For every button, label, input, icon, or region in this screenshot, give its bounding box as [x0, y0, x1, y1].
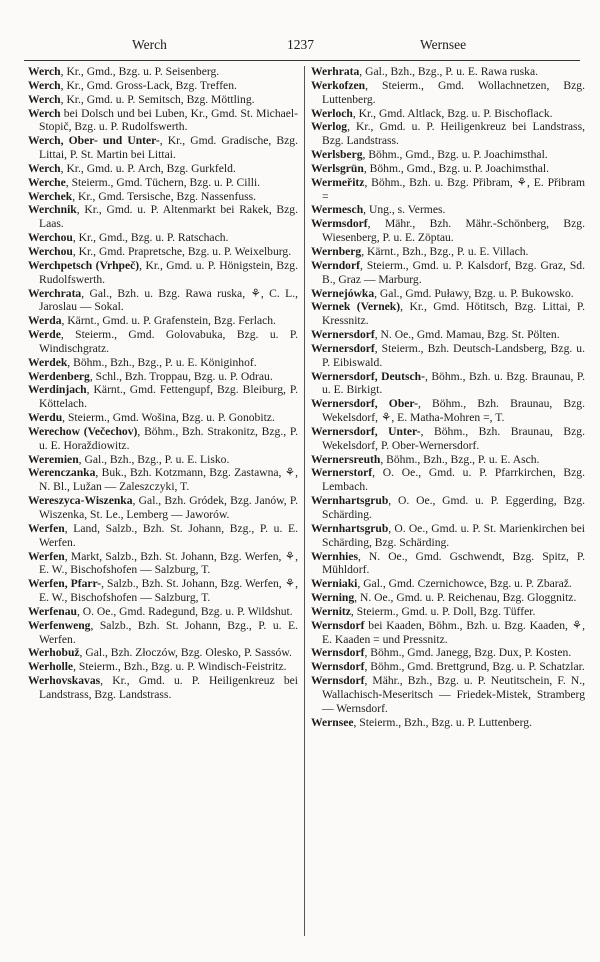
entry	[28, 190, 298, 204]
entry-body: , Kr., Gmd., Bzg. u. P. Seisenberg.	[60, 65, 220, 78]
header-rule	[24, 60, 580, 61]
entry-body: , Markt, Salzb., Bzh. St. Johann, Bzg. Werfen, ⚘, E. W., Bischofshofen — Salzburg, T.	[39, 549, 298, 577]
entry-head: Werchpetsch (Vrhpeč)	[28, 258, 140, 272]
entry-head: Werch, Ober- und Unter-	[28, 134, 160, 148]
entry-head: Werholle	[28, 660, 74, 674]
entry-head: Werde	[28, 328, 61, 342]
entry-head: Werenczanka	[28, 466, 96, 480]
entry	[311, 65, 585, 79]
entry	[311, 646, 585, 660]
entry	[311, 619, 585, 647]
entry-head: Werfen	[28, 549, 65, 563]
entry-head: Wernhartsgrub	[311, 521, 389, 535]
entry-head: Wernhies	[311, 549, 359, 563]
entry-head: Werchou	[28, 244, 73, 258]
entry-head: Werch	[28, 92, 61, 106]
entry	[311, 674, 585, 716]
entry	[28, 453, 298, 467]
entry-body: , N. Oe., Gmd. u. P. Reichenau, Bzg. Gloggnitz.	[354, 591, 577, 605]
entry	[28, 65, 298, 79]
entry-body: , Böhm., Bzh., Bzg., P. u. E. Asch.	[380, 452, 540, 466]
entry-body: , Kärnt., Gmd. Fettengupf, Bzg. Bleiburg, P. Köttelach.	[39, 383, 298, 411]
entry-body: , Steierm., Gmd. Golovabuka, Bzg. u. P. Windischgratz.	[39, 328, 298, 355]
entry-body: , Salzb., Bzh. St. Johann, Bzg. Werfen, ⚘, E. W., Bischofshofen — Salzburg, T.	[39, 577, 298, 605]
entry-body: , Kr., Gmd. Tersische, Bzg. Nassenfuss.	[72, 189, 257, 203]
entry-head: Werch	[28, 78, 61, 92]
entry-head: Werhovskavas	[28, 674, 101, 688]
entry-body: , Kr., Gmd. Hötitsch, Bzg. Littai, P. Kressnitz.	[322, 300, 585, 328]
entry	[311, 370, 585, 398]
entry-body: , Steierm., Gmd. u. P. Doll, Bzg. Tüffer.	[350, 604, 536, 618]
entry-head: Werdu	[28, 411, 63, 425]
entry-body: , Kr., Gmd. Prapretsche, Bzg. u. P. Weixelburg.	[72, 244, 292, 258]
entry-body: , Steierm., Bzh., Bzg. u. P. Windisch-Feistritz.	[73, 660, 287, 674]
entry	[28, 176, 298, 190]
entry-body: , Böhm., Bzh. u. Bzg. Přibram, ⚘, E. Přibram =	[322, 175, 585, 203]
entry	[311, 287, 585, 301]
entry	[311, 453, 585, 467]
entry	[28, 231, 298, 245]
entry	[311, 591, 585, 605]
entry-body: , Ung., s. Vermes.	[363, 203, 446, 217]
entry-body: , Steierm., Bzh., Bzg. u. P. Luttenberg.	[353, 715, 533, 729]
entry-head: Wernersdorf, Unter-	[311, 424, 421, 438]
entry-head: Wernsdorf	[311, 618, 365, 632]
entry-body: , Steierm., Gmd. Wošina, Bzg. u. P. Gonobitz.	[62, 411, 275, 425]
entry	[311, 716, 585, 730]
entry-head: Werchou	[28, 231, 73, 245]
entry	[28, 619, 298, 647]
right-column	[311, 65, 585, 730]
entry-head: Werchrata	[28, 286, 82, 300]
entry-body: , Böhm., Gmd., Bzg. u. P. Joachimsthal.	[362, 148, 548, 162]
entry-head: Werkofzen	[311, 78, 366, 92]
entry	[311, 577, 585, 591]
entry	[311, 425, 585, 453]
entry	[311, 660, 585, 674]
entry-body: , Land, Salzb., Bzh. St. Johann, Bzg., P. u. E. Werfen.	[39, 521, 298, 549]
entry-head: Werfenau	[28, 604, 77, 618]
entry-head: Werch	[28, 161, 61, 175]
entry-body: , Kärnt., Bzh., Bzg., P. u. E. Villach.	[361, 244, 529, 258]
entry	[311, 259, 585, 287]
entry	[311, 107, 585, 121]
entry-head: Werchek	[28, 189, 73, 203]
entry-body: , Kr., Gmd. u. P. Heiligenkreuz bei Landstrass, Bzg. Landstrass.	[39, 674, 298, 701]
entry-body: , Böhm., Gmd. Janegg, Bzg. Dux, P. Kosten.	[364, 646, 572, 660]
entry-head: Werfen	[28, 521, 65, 535]
entry	[311, 245, 585, 259]
left-column	[28, 65, 298, 702]
entry	[28, 466, 298, 494]
entry-head: Wernitz	[311, 604, 351, 618]
entry-body: , N. Oe., Gmd. Mamau, Bzg. St. Pölten.	[374, 328, 560, 342]
entry	[28, 107, 298, 135]
entry-body: , Kr., Gmd. Gradische, Bzg. Littai, P. St. Martin bei Littai.	[39, 134, 298, 162]
entry	[28, 245, 298, 259]
entry-head: Werche	[28, 175, 66, 189]
entry-head: Werlog	[311, 120, 348, 134]
entry-body: , Böhm., Bzh., Bzg., P. u. E. Königinhof.	[67, 355, 257, 369]
entry	[28, 646, 298, 660]
entry-body: bei Dolsch und bei Luben, Kr., Gmd. St. Michael-Stopič, Bzg. u. P. Rudolfswerth.	[39, 106, 298, 134]
entry-body: , Buk., Bzh. Kotzmann, Bzg. Zastawna, ⚘, N. Bl., Lužan — Zaleszczyki, T.	[39, 466, 298, 494]
entry-body: , Steierm., Gmd. Wollachnetzen, Bzg. Luttenberg.	[322, 78, 585, 106]
entry-body: , Gal., Bzh., Bzg., P. u. E. Lisko.	[78, 452, 230, 466]
entry-body: , Böhm., Bzh. Braunau, Bzg. Wekelsdorf, P. Ober-Wernersdorf.	[322, 424, 585, 452]
entry-head: Werechow (Večechov)	[28, 424, 138, 438]
entry	[28, 259, 298, 287]
entry	[28, 411, 298, 425]
entry-body: , Steierm., Gmd. u. P. Kalsdorf, Bzg. Graz, Sd. B., Graz — Marburg.	[322, 258, 585, 286]
running-head-right: Wernsee	[420, 37, 467, 52]
entry-body: , Kr., Gmd. Gross-Lack, Bzg. Treffen.	[60, 78, 237, 92]
entry	[28, 162, 298, 176]
entry-head: Wernberg	[311, 244, 362, 258]
entry	[311, 494, 585, 522]
entry-head: Werlsgrün	[311, 161, 364, 175]
entry-head: Werdek	[28, 355, 68, 369]
entry-body: , N. Oe., Gmd. Gschwendt, Bzg. Spitz, P. Mühldorf.	[322, 549, 585, 577]
entry-body: , Kärnt., Gmd. u. P. Grafenstein, Bzg. Ferlach.	[61, 314, 276, 328]
entry	[28, 93, 298, 107]
entry-head: Wermesch	[311, 203, 364, 217]
entry-head: Wernersdorf, Deutsch-	[311, 369, 425, 383]
entry-body: , Gal., Bzh. u. Bzg. Rawa ruska, ⚘, C. L., Jaroslau — Sokal.	[39, 286, 298, 314]
entry-body: , Mähr., Bzh., Bzg. u. P. Neutitschein, F. N., Wallachisch-Meseritsch — Friedek-Mistek, Stramberg — Wernsdorf.	[322, 674, 585, 715]
entry-head: Werch	[28, 106, 61, 120]
entry-body: , Gal., Gmd. Puławy, Bzg. u. P. Bukowsko.	[374, 286, 574, 300]
entry	[311, 120, 585, 148]
entry-head: Werhrata	[311, 65, 360, 78]
entry	[311, 217, 585, 245]
entry-head: Werdenberg	[28, 369, 90, 383]
entry-body: , Mähr., Bzh. Mähr.-Schönberg, Bzg. Wiesenberg, P. u. E. Zöptau.	[322, 217, 585, 245]
entry-body: , Böhm., Gmd., Bzg. u. P. Joachimsthal.	[363, 161, 550, 175]
entry-body: , O. Oe., Gmd. u. P. Eggerding, Bzg. Schärding.	[322, 494, 585, 521]
entry	[28, 79, 298, 93]
entry	[28, 328, 298, 356]
entry-body: , Böhm., Bzh. Braunau, Bzg. Wekelsdorf, ⚘, E. Matha-Mohren =, T.	[322, 397, 585, 425]
entry-head: Wernerstorf	[311, 466, 373, 480]
entry-body: , Kr., Gmd., Bzg. u. P. Ratschach.	[72, 231, 229, 245]
entry	[28, 383, 298, 411]
entry-head: Werchnik	[28, 203, 77, 217]
entry-head: Werda	[28, 314, 62, 328]
entry	[311, 176, 585, 204]
entry	[311, 328, 585, 342]
entry-head: Werfen, Pfarr-	[28, 577, 102, 591]
entry	[311, 397, 585, 425]
entry-body: , Gal., Bzh. Złoczów, Bzg. Olesko, P. Sassów.	[79, 646, 292, 660]
entry-body: , Kr., Gmd. u. P. Arch, Bzg. Gurkfeld.	[60, 161, 236, 175]
entry	[28, 370, 298, 384]
entry-head: Wernsdorf	[311, 646, 365, 660]
entry	[311, 300, 585, 328]
entry-head: Wernek (Vernek)	[311, 300, 401, 314]
entry	[311, 148, 585, 162]
entry-body: , Böhm., Gmd. Brettgrund, Bzg. u. P. Schatzlar.	[364, 660, 585, 674]
entry	[28, 203, 298, 231]
entry	[311, 342, 585, 370]
entry-head: Weremien	[28, 452, 79, 466]
entry-body: , Kr., Gmd. u. P. Heiligenkreuz bei Landstrass, Bzg. Landstrass.	[322, 120, 585, 148]
entry-body: , Kr., Gmd. u. P. Hönigstein, Bzg. Rudolfswerth.	[39, 258, 299, 286]
entry-head: Wernersdorf	[311, 328, 375, 342]
entry-head: Wernhartsgrub	[311, 494, 389, 508]
entry-head: Werhobuž	[28, 646, 80, 660]
entry-body: , Kr., Gmd. u. P. Altenmarkt bei Rakek, Bzg. Laas.	[39, 203, 298, 231]
entry-body: , Kr., Gmd. Altlack, Bzg. u. P. Bischoflack.	[352, 106, 553, 120]
entry-head: Wernsee	[311, 715, 354, 729]
entry-body: , Gal., Bzh., Bzg., P. u. E. Rawa ruska.	[359, 65, 539, 78]
entry-head: Wermsdorf	[311, 217, 368, 231]
entry	[28, 522, 298, 550]
entry-head: Wernsdorf	[311, 674, 365, 688]
entry-head: Werlsberg	[311, 148, 363, 162]
entry	[311, 605, 585, 619]
entry-head: Wermeřitz	[311, 175, 365, 189]
entry-head: Werning	[311, 591, 355, 605]
entry-head: Wernersreuth	[311, 452, 381, 466]
entry	[311, 79, 585, 107]
entry-head: Wereszyca-Wiszenka	[28, 494, 133, 508]
entry-head: Werndorf	[311, 258, 360, 272]
entry-body: , O. Oe., Gmd. u. P. St. Marienkirchen bei Schärding, Bzg. Schärding.	[322, 521, 585, 549]
entry	[311, 162, 585, 176]
entry-body: bei Kaaden, Böhm., Bzh. u. Bzg. Kaaden, ⚘, E. Kaaden = und Pressnitz.	[322, 618, 585, 646]
entry-head: Werch	[28, 65, 61, 78]
entry-body: , Kr., Gmd. u. P. Semitsch, Bzg. Möttling.	[60, 92, 255, 106]
entry-head: Werdinjach	[28, 383, 87, 397]
entry	[311, 466, 585, 494]
entry	[28, 287, 298, 315]
entry	[311, 550, 585, 578]
entry-body: , Böhm., Bzh. u. Bzg. Braunau, P. u. E. Birkigt.	[322, 369, 585, 397]
entry-head: Wernsdorf	[311, 660, 365, 674]
entry-body: , Steierm., Gmd. Tüchern, Bzg. u. P. Cilli.	[65, 175, 261, 189]
entry-body: , Gal., Gmd. Czernichowce, Bzg. u. P. Zbaraž.	[357, 577, 572, 591]
entry-head: Wernejówka	[311, 286, 375, 300]
entry-body: , Schl., Bzh. Troppau, Bzg. u. P. Odrau.	[89, 369, 273, 383]
entry	[28, 577, 298, 605]
entry	[28, 494, 298, 522]
page-header	[0, 31, 600, 53]
entry-body: , Gal., Bzh. Gródek, Bzg. Janów, P. Wiszenka, St. Le., Lemberg — Jaworów.	[39, 494, 298, 521]
entry-head: Werloch	[311, 106, 353, 120]
entry	[311, 203, 585, 217]
entry	[28, 660, 298, 674]
entry-body: , Steierm., Bzh. Deutsch-Landsberg, Bzg. u. P. Eibiswald.	[322, 341, 585, 369]
entry-head: Wernersdorf	[311, 341, 375, 355]
entry	[28, 550, 298, 578]
entry-head: Werfenweng	[28, 618, 91, 632]
entry	[28, 356, 298, 370]
entry-body: , Böhm., Bzh. Strakonitz, Bzg., P. u. E. Horaždiowitz.	[39, 424, 298, 452]
entry-head: Werniaki	[311, 577, 358, 591]
running-head-left: Werch	[132, 37, 167, 52]
entry-head: Wernersdorf, Ober-	[311, 397, 418, 411]
entry-body: , O. Oe., Gmd. u. P. Pfarrkirchen, Bzg. Lembach.	[322, 466, 585, 494]
entry	[311, 522, 585, 550]
page-number: 1237	[287, 37, 314, 52]
column-divider	[304, 66, 305, 936]
entry	[28, 134, 298, 162]
entry-body: , O. Oe., Gmd. Radegund, Bzg. u. P. Wildshut.	[76, 604, 293, 618]
entry-body: , Salzb., Bzh. St. Johann, Bzg., P. u. E. Werfen.	[39, 618, 298, 646]
entry	[28, 674, 298, 702]
entry	[28, 605, 298, 619]
entry	[28, 314, 298, 328]
entry	[28, 425, 298, 453]
